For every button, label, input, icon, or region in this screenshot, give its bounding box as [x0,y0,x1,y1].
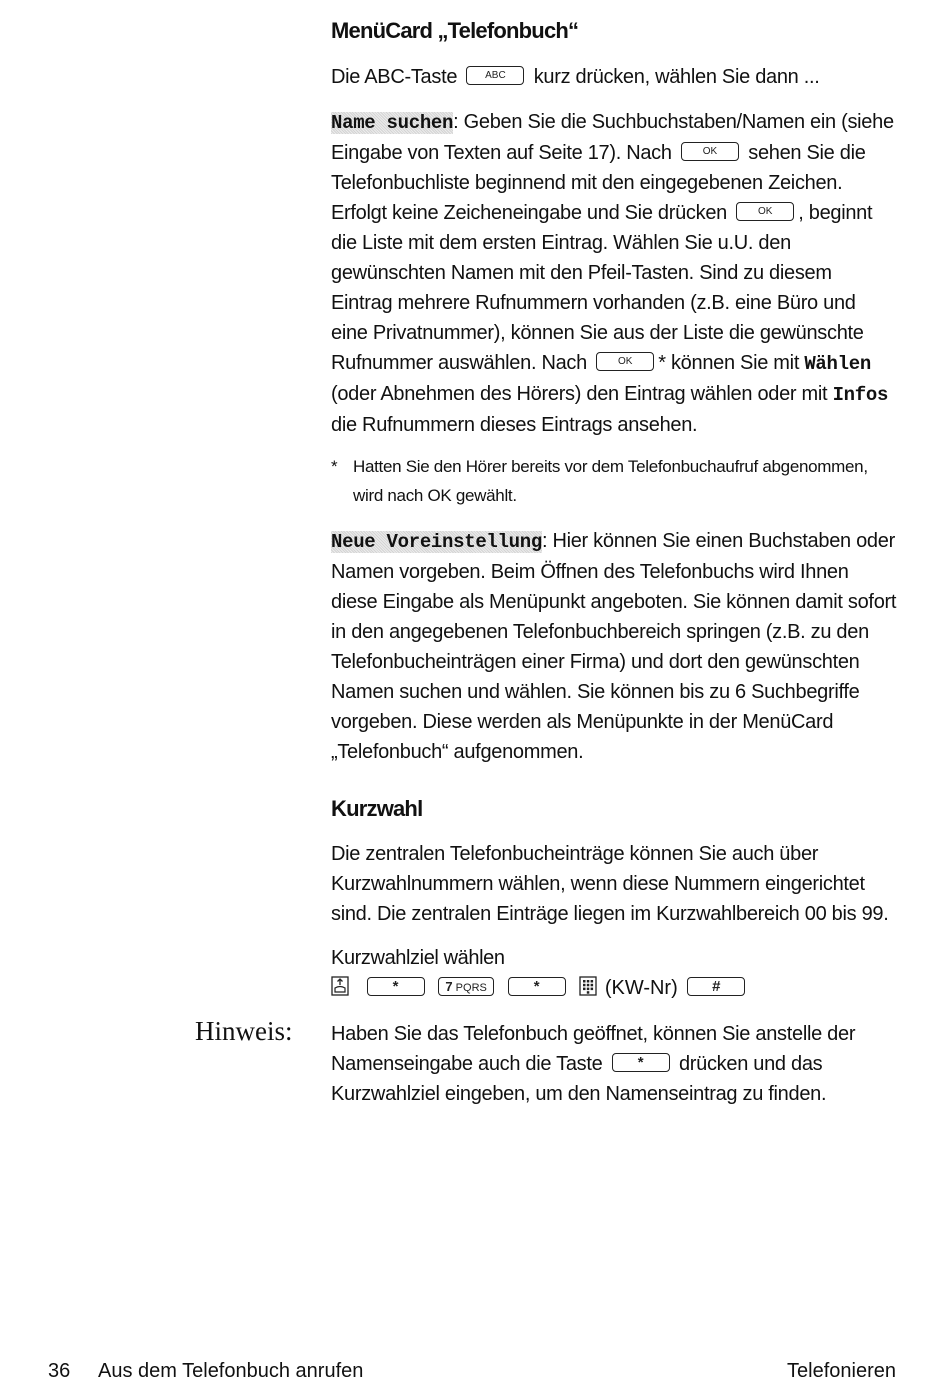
footer-section-title: Aus dem Telefonbuch anrufen [98,1360,364,1382]
hinweis-paragraph [331,1019,897,1109]
section-heading-telefonbuch: MenüCard „Telefonbuch“ [331,18,579,43]
kurzwahlziel-title: Kurzwahlziel wählen [331,947,505,969]
intro-text-before: Die ABC-Taste [331,66,458,88]
seven-key-digit: 7 [445,979,453,995]
term-waehlen: Wählen [804,353,871,375]
keypad-icon [579,976,597,996]
name-suchen-text-4: , beginnt die Liste mit dem ersten Eintrag. Wählen Sie u.U. den gewünschten Namen mit den Pfeil-Tasten. Sind zu diesem Eintrag mehrere Rufnummern vorhanden (z.B. eine Büro und eine Privatnummer), können Sie aus der Liste die gewünschte Rufnummer auswählen. Nach [331,202,873,374]
footnote [331,452,897,510]
hinweis-label: Hinweis: [195,1016,293,1046]
ok-key-icon: OK [681,142,739,161]
intro-text-after: kurz drücken, wählen Sie dann ... [533,66,820,88]
name-suchen-text-6: (oder Abnehmen des Hörers) den Eintrag wählen oder mit [331,383,833,405]
seven-key-letters: PQRS [455,982,487,995]
star-key-icon: * [508,977,566,996]
seven-pqrs-key-icon [438,977,494,996]
page-footer [48,1356,896,1386]
footer-chapter-title: Telefonieren [787,1360,896,1382]
name-suchen-text-3: sehen Sie die Telefonbuchliste beginnend mit den eingegebenen Zeichen. Erfolgt keine Zeicheneingabe und Sie drücken [331,142,866,224]
neue-voreinstellung-paragraph [331,526,897,767]
name-suchen-text-2: auf Seite 17). Nach [500,142,672,164]
kw-nr-label: (KW-Nr) [604,977,678,999]
term-infos: Infos [832,384,889,406]
hash-key-icon: # [687,977,745,996]
handset-lift-icon [331,976,349,996]
kurzwahl-paragraph: Die zentralen Telefonbucheinträge können Sie auch über Kurzwahlnummern wählen, wenn diese Nummern eingerichtet sind. Die zentralen Einträge liegen im Kurzwahlbereich 00 bis 99. [331,843,889,925]
star-key-icon: * [612,1053,670,1072]
neue-voreinstellung-text: : Hier können Sie einen Buchstaben oder Namen vorgeben. Beim Öffnen des Telefonbuchs wird Ihnen diese Eingabe als Menüpunkt angeboten. Sie können damit sofort in den angegebenen Telefonbuchbereich springen (z.B. zu den Telefonbucheinträgen einer Firma) und dort den gewünschten Namen suchen und wählen. Sie können bis zu 6 Suchbegriffe vorgeben. Diese werden als Menüpunkte in der MenüCard „Telefonbuch“ aufgenommen. [331,530,897,763]
name-suchen-text-1: : Geben Sie die Suchbuchstaben/Namen ein (siehe [453,111,894,133]
kurzwahl-key-sequence [331,973,897,1003]
footnote-mark: * [331,457,338,476]
star-key-icon: * [367,977,425,996]
name-suchen-paragraph [331,107,897,440]
page-number: 36 [48,1360,71,1382]
ok-key-icon: OK [596,352,654,371]
abc-key-icon: ABC [466,66,524,85]
name-suchen-text-5: * können Sie mit [658,352,805,374]
intro-paragraph [331,62,897,92]
hinweis-text-2: drücken und das Kurzwahlziel eingeben, um den Namenseintrag zu finden. [331,1053,827,1105]
cross-reference-eingabe: Eingabe von Texten [331,142,501,164]
hinweis-text-1: Haben Sie das Telefonbuch geöffnet, können Sie anstelle der Namenseingabe auch die Taste [331,1023,856,1075]
term-neue-voreinstellung: Neue Voreinstellung [331,531,542,553]
section-heading-kurzwahl: Kurzwahl [331,796,423,821]
ok-key-icon: OK [736,202,794,221]
name-suchen-text-7: die Rufnummern dieses Eintrags ansehen. [331,414,698,436]
term-name-suchen: Name suchen [331,112,454,134]
footnote-text: Hatten Sie den Hörer bereits vor dem Telefonbuchaufruf abgenommen, wird nach OK gewählt. [353,457,868,505]
